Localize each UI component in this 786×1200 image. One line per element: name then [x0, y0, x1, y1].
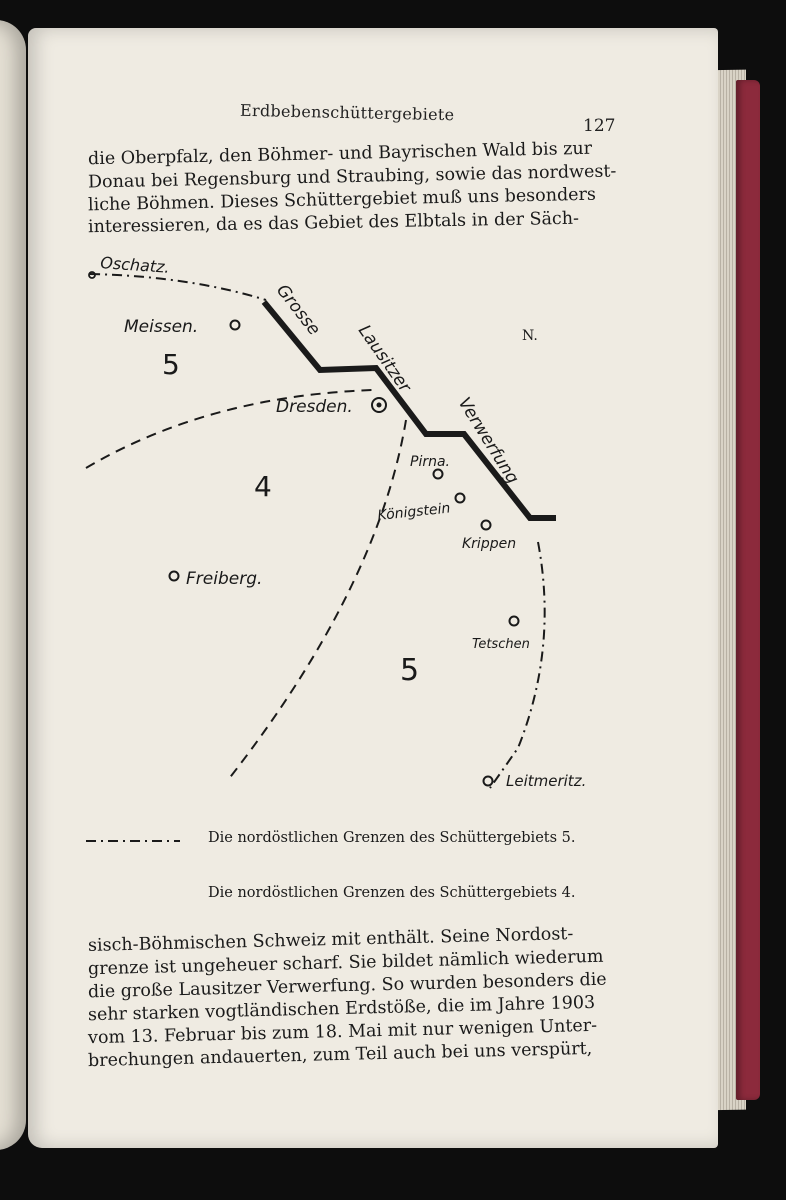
legend-dashed-label: Die nordöstlichen Grenzen des Schüttergebiets 4. — [208, 885, 576, 901]
freiberg-marker — [170, 572, 179, 581]
pirna-marker — [434, 470, 443, 479]
text-line: die große Lausitzer Verwerfung. So wurden besonders die — [87, 969, 607, 1003]
tetschen-label: Tetschen — [472, 637, 530, 652]
fault-label-verwerfung: Verwerfung — [453, 394, 523, 488]
koenigstein-marker — [456, 494, 465, 503]
text-line: grenze ist ungeheuer scharf. Sie bildet nämlich wiederum — [87, 946, 604, 980]
zone-5-boundary-line — [90, 274, 266, 300]
dresden-label: Dresden. — [276, 397, 353, 417]
zone-5-south-label: 5 — [400, 653, 420, 688]
krippen-marker — [482, 521, 491, 530]
meissen-marker — [231, 321, 240, 330]
north-marker: N. — [522, 328, 538, 344]
fault-label-lausitzer: Lausitzer — [353, 321, 415, 397]
freiberg-label: Freiberg. — [186, 569, 263, 589]
legend-dash-dot-label: Die nordöstlichen Grenzen des Schüttergebiets 5. — [208, 830, 576, 846]
zone-5-west-label: 5 — [162, 348, 180, 381]
text-line: Donau bei Regensburg und Straubing, sowie das nordwest- — [87, 161, 617, 193]
text-line: vom 13. Februar bis zum 18. Mai mit nur wenigen Unter- — [87, 1015, 598, 1049]
text-line: die Oberpfalz, den Böhmer- und Bayrischen Wald bis zur — [87, 138, 593, 170]
tetschen-marker — [510, 617, 519, 626]
pirna-label: Pirna. — [410, 454, 450, 470]
page-number: 127 — [583, 116, 616, 136]
leitmeritz-marker — [484, 777, 493, 786]
book-cover — [736, 80, 760, 1100]
text-line: liche Böhmen. Dieses Schüttergebiet muß uns besonders — [87, 184, 597, 216]
left-page-edge — [0, 20, 26, 1150]
text-line: brechungen andauerten, zum Teil auch bei uns verspürt, — [87, 1038, 593, 1072]
running-head: Erdbebenschüttergebiete — [239, 100, 455, 125]
krippen-label: Krippen — [462, 536, 517, 552]
oschatz-label: Oschatz. — [99, 253, 171, 277]
meissen-label: Meissen. — [124, 317, 199, 337]
fault-label-grosse: Grosse — [272, 280, 324, 340]
leitmeritz-label: Leitmeritz. — [506, 772, 587, 790]
text-line: interessieren, da es das Gebiet des Elbtals in der Säch- — [87, 208, 580, 238]
text-line: sisch-Böhmischen Schweiz mit enthält. Seine Nordost- — [87, 924, 574, 956]
page-content — [28, 28, 718, 1148]
zone-4-label: 4 — [254, 470, 272, 503]
earthquake-zone-map — [28, 28, 718, 848]
dresden-marker-center — [377, 403, 382, 408]
zone-5-boundary-line — [490, 542, 545, 788]
text-line: sehr starken vogtländischen Erdstöße, die im Jahre 1903 — [87, 992, 596, 1026]
koenigstein-label: Königstein — [376, 500, 452, 524]
book-page — [28, 28, 718, 1148]
